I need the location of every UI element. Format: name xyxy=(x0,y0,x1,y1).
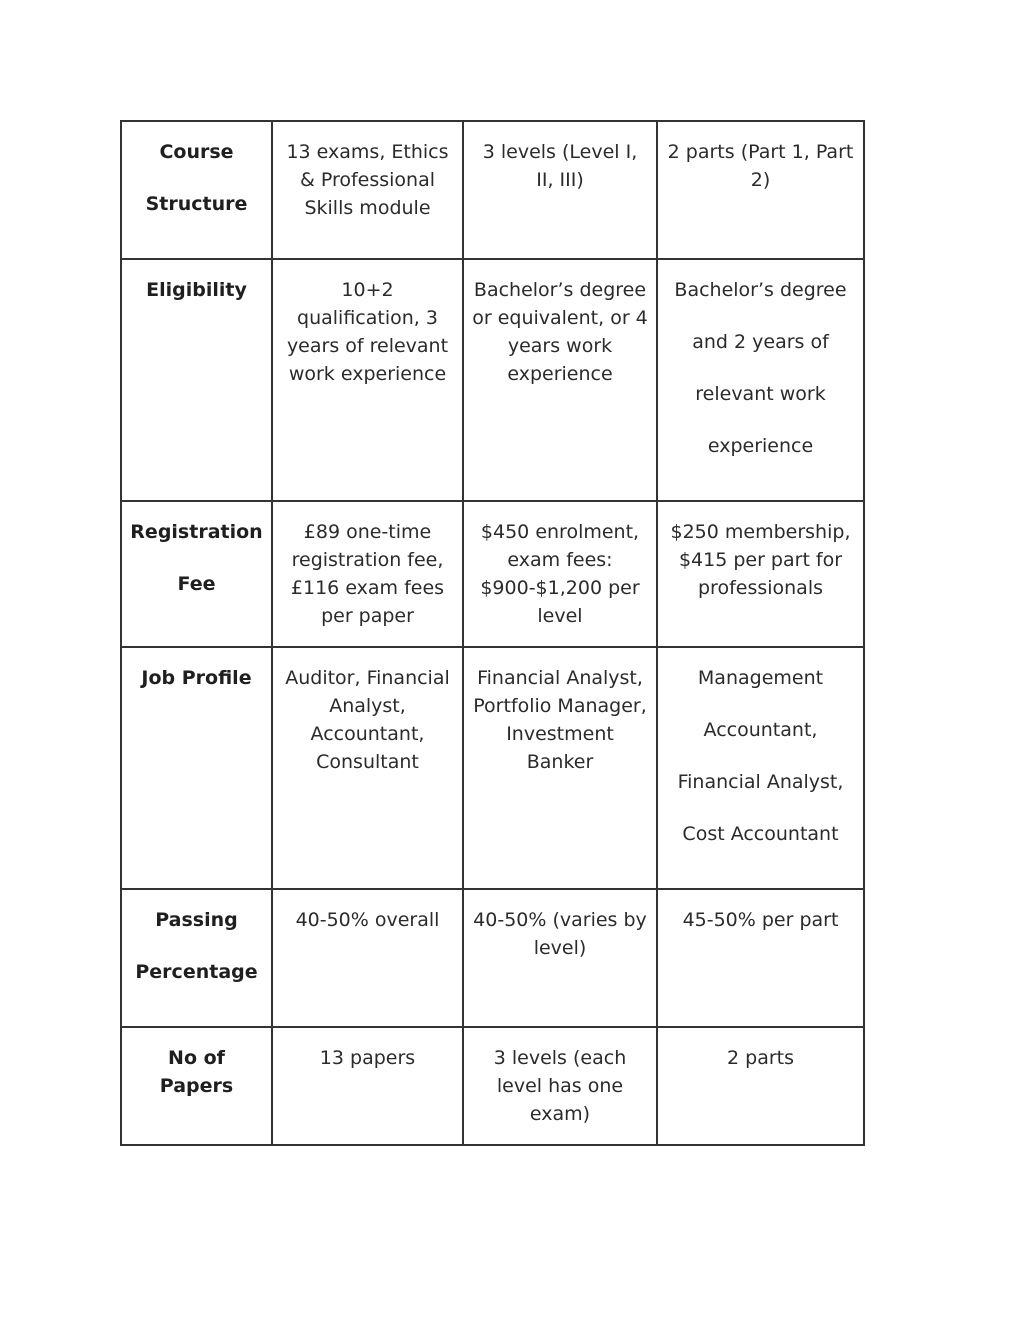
row-label-line: Registration xyxy=(130,521,263,543)
table-cell: £89 one-time registration fee, £116 exam fees per paper xyxy=(272,501,463,647)
table-cell: 2 parts (Part 1, Part 2) xyxy=(657,121,864,259)
table-cell: 3 levels (each level has one exam) xyxy=(463,1027,657,1145)
table-cell: 13 papers xyxy=(272,1027,463,1145)
row-label-line: Structure xyxy=(145,193,248,215)
cell-line: and 2 years of xyxy=(692,331,829,353)
row-label-line: Passing xyxy=(155,909,238,931)
row-label-line: Course xyxy=(159,141,234,163)
table-cell xyxy=(657,259,864,501)
cell-line: Cost Accountant xyxy=(682,823,839,845)
table-cell: $250 membership, $415 per part for professionals xyxy=(657,501,864,647)
row-label-no-of-papers xyxy=(121,1027,272,1145)
table-cell: 13 exams, Ethics & Professional Skills module xyxy=(272,121,463,259)
table-row-course-structure xyxy=(121,121,864,259)
comparison-table xyxy=(120,120,865,1146)
table-cell: Bachelor’s degree or equivalent, or 4 years work experience xyxy=(463,259,657,501)
table-cell: 40-50% (varies by level) xyxy=(463,889,657,1027)
table-cell: $450 enrolment, exam fees: $900-$1,200 per level xyxy=(463,501,657,647)
table-row-passing-percentage xyxy=(121,889,864,1027)
table-cell: 2 parts xyxy=(657,1027,864,1145)
cell-line: Accountant, xyxy=(703,719,818,741)
cell-line: experience xyxy=(707,435,814,457)
table-cell: 3 levels (Level I, II, III) xyxy=(463,121,657,259)
row-label-line: Percentage xyxy=(135,961,258,983)
cell-line: Bachelor’s degree xyxy=(674,279,847,301)
table-cell: Financial Analyst, Portfolio Manager, Investment Banker xyxy=(463,647,657,889)
table-row-job-profile xyxy=(121,647,864,889)
row-label-line: No of Papers xyxy=(159,1047,234,1097)
cell-line: relevant work xyxy=(695,383,826,405)
table-row-no-of-papers xyxy=(121,1027,864,1145)
table-cell xyxy=(657,647,864,889)
row-label-line: Job Profile xyxy=(141,667,252,689)
table-cell: 45-50% per part xyxy=(657,889,864,1027)
table-cell: 10+2 qualification, 3 years of relevant work experience xyxy=(272,259,463,501)
row-label-eligibility xyxy=(121,259,272,501)
row-label-course-structure xyxy=(121,121,272,259)
row-label-line: Fee xyxy=(177,573,216,595)
table-cell: Auditor, Financial Analyst, Accountant, Consultant xyxy=(272,647,463,889)
row-label-passing-percentage xyxy=(121,889,272,1027)
table-row-registration-fee xyxy=(121,501,864,647)
row-label-registration-fee xyxy=(121,501,272,647)
row-label-line: Eligibility xyxy=(146,279,247,301)
table-row-eligibility xyxy=(121,259,864,501)
cell-line: Management xyxy=(697,667,824,689)
table-cell: 40-50% overall xyxy=(272,889,463,1027)
cell-line: Financial Analyst, xyxy=(677,771,844,793)
row-label-job-profile xyxy=(121,647,272,889)
